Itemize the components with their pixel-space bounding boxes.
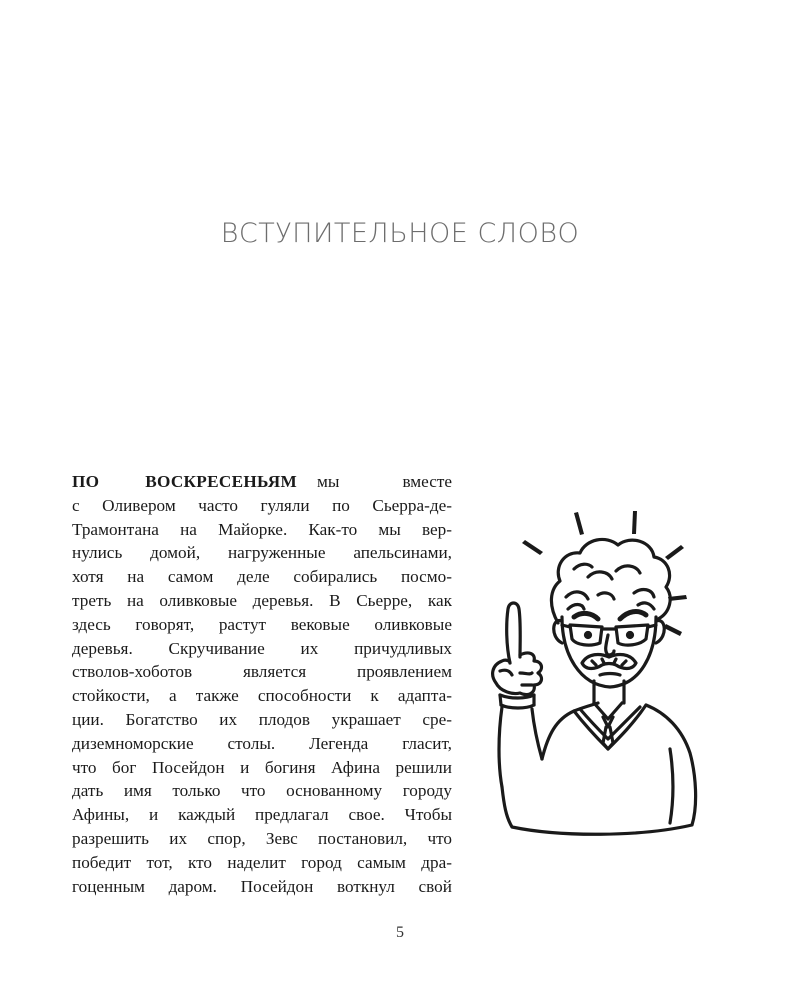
paragraph-line: дать имя только что основанному городу xyxy=(72,781,452,801)
paragraph-line: нулись домой, нагруженные апельсинами, xyxy=(72,543,452,563)
old-man-raising-finger-icon xyxy=(470,505,710,845)
paragraph-line: что бог Посейдон и богиня Афина решили xyxy=(72,757,452,777)
paragraph-line-1 xyxy=(72,470,452,494)
paragraph-line: стволов-хоботов является проявлением xyxy=(72,662,452,682)
paragraph-line-1-rest: мы вместе xyxy=(317,472,452,491)
paragraph-line: с Оливером часто гуляли по Сьерра-де- xyxy=(72,495,452,515)
paragraph-line: здесь говорят, растут вековые оливковые xyxy=(72,614,452,634)
paragraph-line: разрешить их спор, Зевс постановил, что xyxy=(72,828,452,848)
paragraph-line: Трамонтана на Майорке. Как-то мы вер- xyxy=(72,519,452,539)
paragraph-line: Афины, и каждый предлагал свое. Чтобы xyxy=(72,805,452,825)
body-paragraph xyxy=(72,470,452,898)
paragraph-line: хотя на самом деле собирались посмо- xyxy=(72,567,452,587)
paragraph-line: диземноморские столы. Легенда гласит, xyxy=(72,733,452,753)
paragraph-line: деревья. Скручивание их причудливых xyxy=(72,638,452,658)
chapter-title: ВСТУПИТЕЛЬНОЕ СЛОВО xyxy=(220,218,580,249)
paragraph-line: победит тот, кто наделит город самым дра- xyxy=(72,852,452,872)
paragraph-line: гоценным даром. Посейдон воткнул свой xyxy=(72,876,452,896)
paragraph-line: треть на оливковые деревья. В Сьерре, как xyxy=(72,590,452,610)
page-number: 5 xyxy=(396,924,404,941)
paragraph-line: стойкости, а также способности к адапта- xyxy=(72,686,452,706)
paragraph-line: ции. Богатство их плодов украшает сре- xyxy=(72,709,452,729)
paragraph-lead: ПО ВОСКРЕСЕНЬЯМ xyxy=(72,472,297,491)
